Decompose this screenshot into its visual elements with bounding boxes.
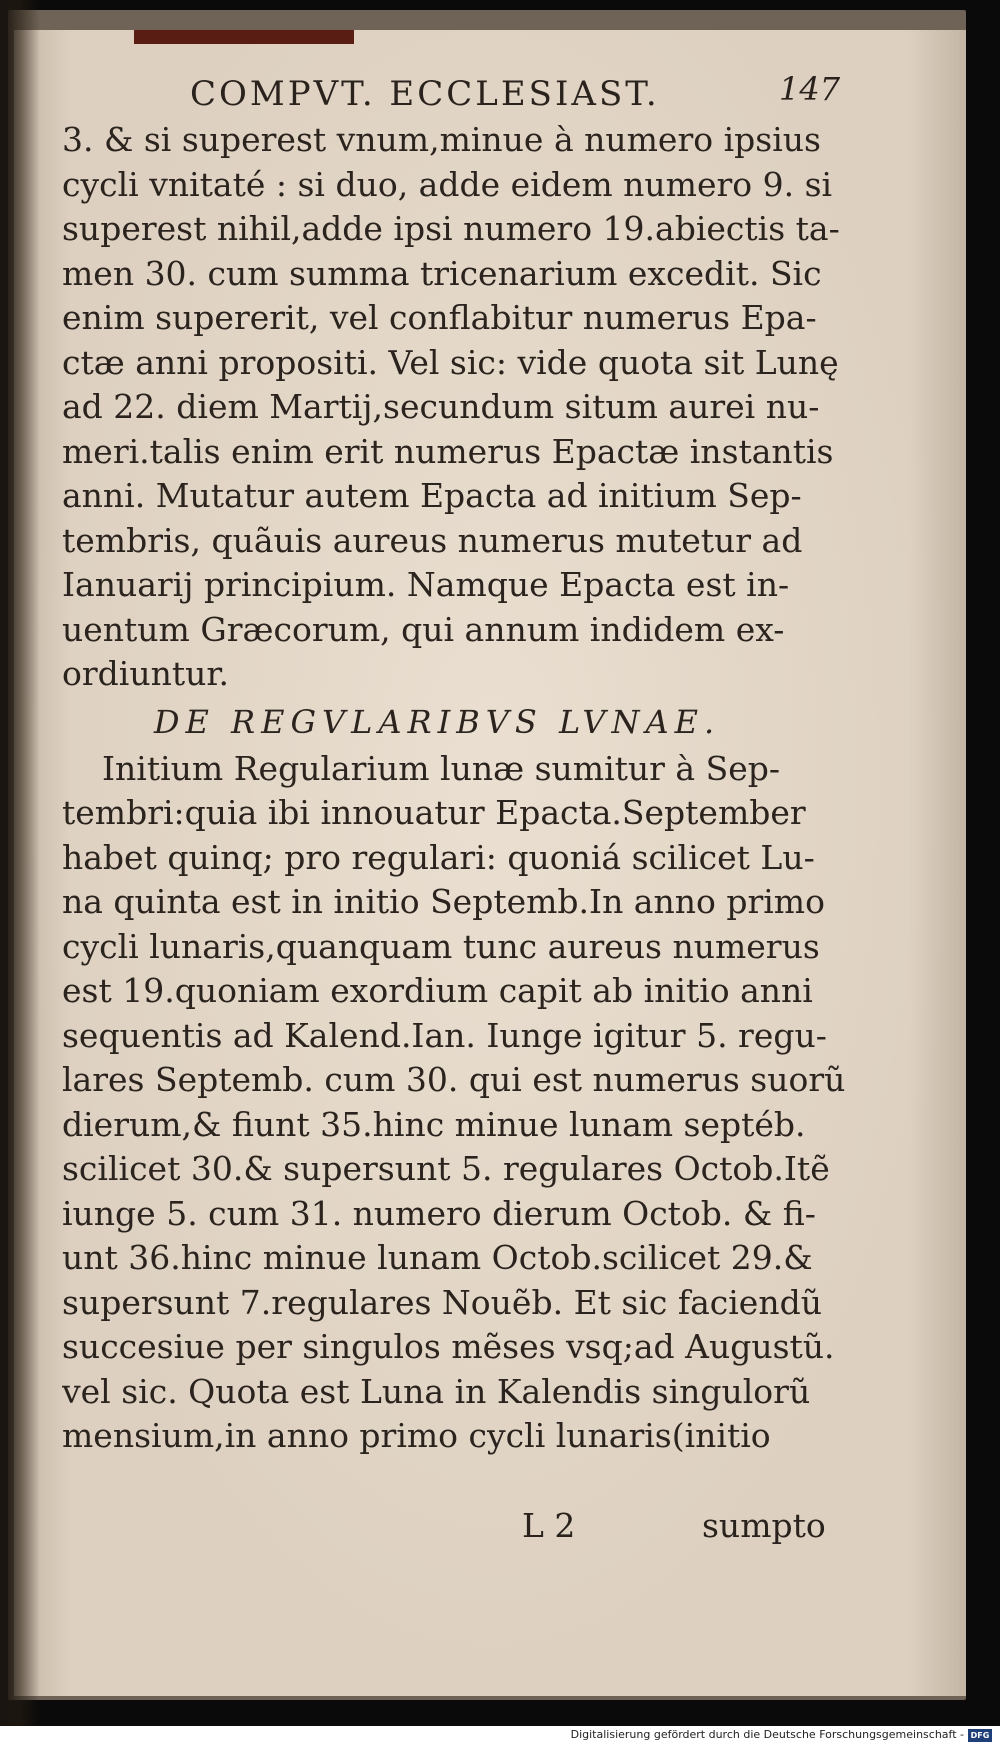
text-line: tembris, quãuis aureus numerus mutetur ad [62,520,803,560]
text-line: ctæ anni propositi. Vel sic: vide quota sit Lunę [62,342,839,382]
text-line: lares Septemb. cum 30. qui est numerus suorũ [62,1060,846,1099]
text-line: Initium Regularium lunæ sumitur à Sep- [102,748,780,788]
text-line: est 19.quoniam exordium capit ab initio anni [62,971,813,1010]
text-line: na quinta est in initio Septemb.In anno primo [62,882,825,921]
signature-mark: L 2 [522,1506,576,1545]
dfg-logo-icon: DFG [968,1729,992,1742]
text-block [62,118,852,1459]
text-line: enim supererit, vel conflabitur numerus Epa- [62,298,817,337]
text-line: tembri:quia ibi innouatur Epacta.September [62,793,806,832]
text-line: anni. Mutatur autem Epacta ad initium Sep- [62,476,802,515]
text-line: ordiuntur. [62,654,229,693]
text-line: mensium,in anno primo cycli lunaris(initio [62,1416,771,1455]
running-head [14,70,966,118]
text-line: cycli vnitaté : si duo, adde eidem numero 9. si [62,164,833,204]
text-line: uentum Græcorum, qui annum indidem ex- [62,609,785,649]
book-page [14,30,966,1696]
text-line: iunge 5. cum 31. numero dierum Octob. & fi- [62,1193,816,1233]
text-line: ad 22. diem Martij,secundum situm aurei nu- [62,387,820,426]
paragraph-regulares [62,747,852,1459]
text-line: habet quinq; pro regulari: quoniá scilicet Lu- [62,837,815,877]
text-line: 3. & si superest vnum,minue à numero ipsius [62,120,821,159]
page-number: 147 [779,70,841,108]
text-line: succesiue per singulos mẽses vsq;ad Augustũ. [62,1327,835,1366]
paragraph-epacta [62,118,852,697]
text-line: scilicet 30.& supersunt 5. regulares Octob.Itẽ [62,1149,830,1188]
text-line: cycli lunaris,quanquam tunc aureus numerus [62,926,820,966]
text-line: dierum,& fiunt 35.hinc minue lunam septéb. [62,1104,806,1144]
text-line: men 30. cum summa tricenarium excedit. Sic [62,253,822,293]
running-title: COMPVT. ECCLESIAST. [190,74,660,114]
catchword: sumpto [702,1506,826,1545]
funding-credit: Digitalisierung gefördert durch die Deutsche Forschungsgemeinschaft - [570,1728,964,1741]
bookmark-ribbon [134,30,354,44]
text-line: unt 36.hinc minue lunam Octob.scilicet 29.& [62,1238,813,1277]
text-line: vel sic. Quota est Luna in Kalendis singulorũ [62,1371,811,1411]
text-line: sequentis ad Kalend.Ian. Iunge igitur 5. regu- [62,1015,827,1055]
text-line: superest nihil,adde ipsi numero 19.abiectis ta- [62,209,840,248]
catchline [62,1506,862,1550]
text-line: Ianuarij principium. Namque Epacta est in- [62,565,790,604]
footer-bar [0,1726,1000,1746]
section-heading: DE REGVLARIBVS LVNAE. [153,702,721,741]
text-line: meri.talis enim erit numerus Epactæ instantis [62,431,834,471]
text-line: supersunt 7.regulares Nouẽb. Et sic faciendũ [62,1282,822,1322]
